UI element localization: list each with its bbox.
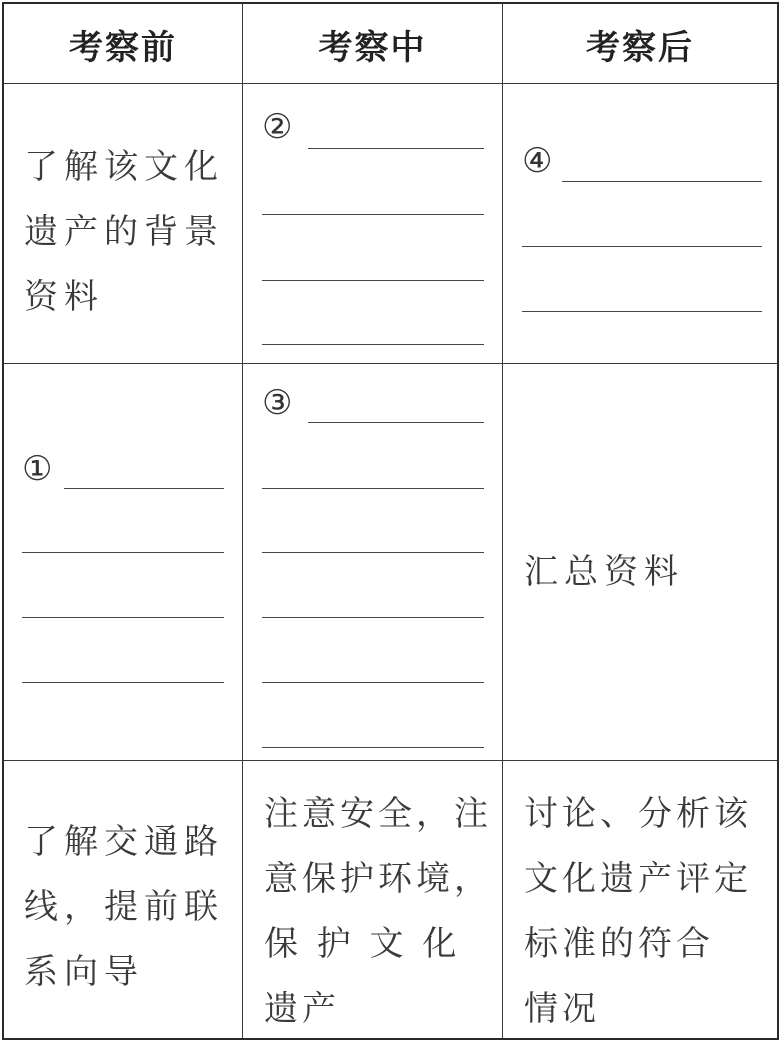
answer-line — [22, 617, 224, 618]
header-after: 考察后 — [586, 27, 694, 68]
answer-line — [64, 488, 224, 489]
header-during: 考察中 — [318, 27, 427, 68]
blank-marker-1: ① — [22, 449, 53, 489]
header-before: 考察前 — [69, 27, 177, 68]
blank-marker-4: ④ — [522, 141, 553, 181]
blank-marker-3: ③ — [262, 383, 293, 423]
inspection-table — [2, 2, 779, 1040]
row1-before-line1: 了解该文化 — [24, 147, 224, 187]
row3-before-line1: 了解交通路 — [24, 822, 224, 862]
row3-after-line1: 讨论、分析该 — [524, 794, 752, 834]
row3-before-line3: 系向导 — [24, 952, 144, 992]
row3-during-line3: 保 护 文 化 — [264, 924, 461, 964]
row2-after-text: 汇总资料 — [524, 552, 684, 592]
row3-after-line2: 文化遗产评定 — [524, 859, 752, 899]
row3-during-line1: 注意安全，注 — [264, 794, 492, 834]
answer-line — [262, 552, 484, 553]
column-divider — [502, 4, 503, 1038]
row1-before-line3: 资料 — [24, 277, 104, 317]
answer-line — [22, 682, 224, 683]
answer-line — [262, 617, 484, 618]
answer-line — [308, 148, 484, 149]
answer-line — [262, 344, 484, 345]
row3-during-line4: 遗产 — [264, 989, 340, 1029]
answer-line — [262, 280, 484, 281]
answer-line — [522, 246, 762, 247]
row3-during-line2: 意保护环境， — [264, 859, 492, 899]
row3-after-line4: 情况 — [524, 989, 600, 1029]
answer-line — [262, 747, 484, 748]
row-divider — [4, 363, 777, 364]
row3-after-line3: 标准的符合 — [524, 924, 714, 964]
answer-line — [22, 552, 224, 553]
answer-line — [262, 214, 484, 215]
row-divider — [4, 760, 777, 761]
blank-marker-2: ② — [262, 107, 293, 147]
answer-line — [262, 682, 484, 683]
answer-line — [262, 488, 484, 489]
answer-line — [522, 311, 762, 312]
answer-line — [562, 181, 762, 182]
column-divider — [242, 4, 243, 1038]
row3-before-line2: 线，提前联 — [24, 887, 224, 927]
answer-line — [308, 422, 484, 423]
row1-before-line2: 遗产的背景 — [24, 212, 224, 252]
